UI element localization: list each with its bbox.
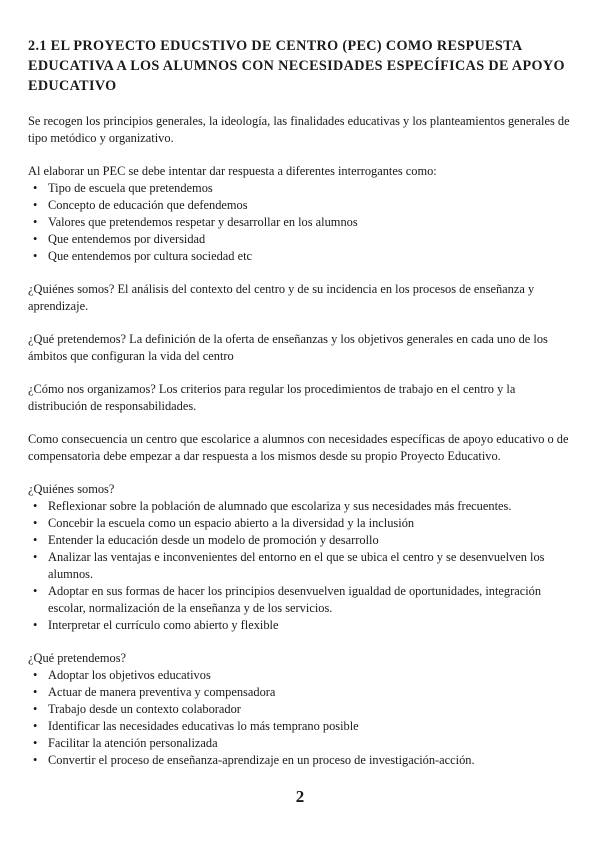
page-number: 2	[295, 787, 305, 806]
list-item	[28, 549, 570, 583]
list-item	[28, 231, 570, 248]
bullet-icon: •	[33, 516, 38, 530]
list-item-text: Adoptar en sus formas de hacer los principios desenvuelven igualdad de oportunidades, integración escolar, normalización de la enseñanza y de los servicios.	[48, 584, 542, 615]
paragraph-quienes-somos: ¿Quiénes somos? El análisis del contexto del centro y de su incidencia en los procesos de enseñanza y aprendizaje.	[28, 282, 535, 313]
bullet-list-que-pretendemos	[28, 667, 570, 769]
bullet-list-quienes-somos	[28, 498, 570, 634]
list-item	[28, 684, 570, 701]
list-item-text: Convertir el proceso de enseñanza-aprendizaje en un proceso de investigación-acción.	[48, 753, 475, 767]
bullet-icon: •	[33, 499, 38, 513]
bullet-icon: •	[33, 249, 38, 263]
list-item-text: Actuar de manera preventiva y compensadora	[48, 685, 276, 699]
list-item-text: Que entendemos por cultura sociedad etc	[48, 249, 253, 263]
bullet-icon: •	[33, 232, 38, 246]
list-item-text: Entender la educación desde un modelo de promoción y desarrollo	[48, 533, 379, 547]
list-item-text: Interpretar el currículo como abierto y flexible	[48, 618, 279, 632]
list-item-text: Tipo de escuela que pretendemos	[48, 181, 213, 195]
list-item-text: Reflexionar sobre la población de alumnado que escolariza y sus necesidades más frecuentes.	[48, 499, 512, 513]
subheading-quienes-somos: ¿Quiénes somos?	[28, 482, 115, 496]
section-title: 2.1 EL PROYECTO EDUCSTIVO DE CENTRO (PEC) COMO RESPUESTA EDUCATIVA A LOS ALUMNOS CON NECESIDADES ESPECÍFICAS DE APOYO EDUCATIVO	[28, 38, 565, 94]
bullet-icon: •	[33, 618, 38, 632]
bullet-icon: •	[33, 550, 38, 564]
paragraph-intro: Se recogen los principios generales, la ideología, las finalidades educativas y los planteamientos generales de tipo metódico y organizativo.	[28, 114, 570, 145]
bullet-icon: •	[33, 668, 38, 682]
subheading-que-pretendemos: ¿Qué pretendemos?	[28, 651, 127, 665]
list-item-text: Concepto de educación que defendemos	[48, 198, 248, 212]
list-item	[28, 735, 570, 752]
bullet-icon: •	[33, 685, 38, 699]
paragraph-questions-lead: Al elaborar un PEC se debe intentar dar respuesta a diferentes interrogantes como:	[28, 164, 437, 178]
list-item	[28, 180, 570, 197]
list-item-text: Concebir la escuela como un espacio abierto a la diversidad y la inclusión	[48, 516, 415, 530]
list-item-text: Que entendemos por diversidad	[48, 232, 206, 246]
list-item	[28, 197, 570, 214]
paragraph-que-pretendemos: ¿Qué pretendemos? La definición de la oferta de enseñanzas y los objetivos generales en cada uno de los ámbitos que configuran la vida del centro	[28, 332, 548, 363]
bullet-icon: •	[33, 702, 38, 716]
list-item-text: Adoptar los objetivos educativos	[48, 668, 211, 682]
list-item	[28, 617, 570, 634]
bullet-icon: •	[33, 215, 38, 229]
bullet-icon: •	[33, 584, 38, 598]
bullet-icon: •	[33, 198, 38, 212]
bullet-list-questions	[28, 180, 570, 265]
list-item-text: Identificar las necesidades educativas lo más temprano posible	[48, 719, 359, 733]
list-item	[28, 667, 570, 684]
bullet-icon: •	[33, 753, 38, 767]
paragraph-consecuencia: Como consecuencia un centro que escolarice a alumnos con necesidades específicas de apoyo educativo o de compensatoria debe empezar a dar respuesta a los mismos desde su propio Proyecto Educativo.	[28, 432, 569, 463]
list-item	[28, 248, 570, 265]
paragraph-como-nos-organizamos: ¿Cómo nos organizamos? Los criterios para regular los procedimientos de trabajo en el centro y la distribución de responsabilidades.	[28, 382, 516, 413]
list-item	[28, 515, 570, 532]
list-item	[28, 214, 570, 231]
list-item-text: Trabajo desde un contexto colaborador	[48, 702, 241, 716]
list-item-text: Valores que pretendemos respetar y desarrollar en los alumnos	[48, 215, 358, 229]
list-item-text: Facilitar la atención personalizada	[48, 736, 218, 750]
bullet-icon: •	[33, 736, 38, 750]
list-item-text: Analizar las ventajas e inconvenientes del entorno en el que se ubica el centro y se desenvuelven los alumnos.	[48, 550, 545, 581]
list-item	[28, 498, 570, 515]
bullet-icon: •	[33, 719, 38, 733]
list-item	[28, 701, 570, 718]
list-item	[28, 532, 570, 549]
list-item	[28, 718, 570, 735]
bullet-icon: •	[33, 181, 38, 195]
list-item	[28, 583, 570, 617]
bullet-icon: •	[33, 533, 38, 547]
list-item	[28, 752, 570, 769]
